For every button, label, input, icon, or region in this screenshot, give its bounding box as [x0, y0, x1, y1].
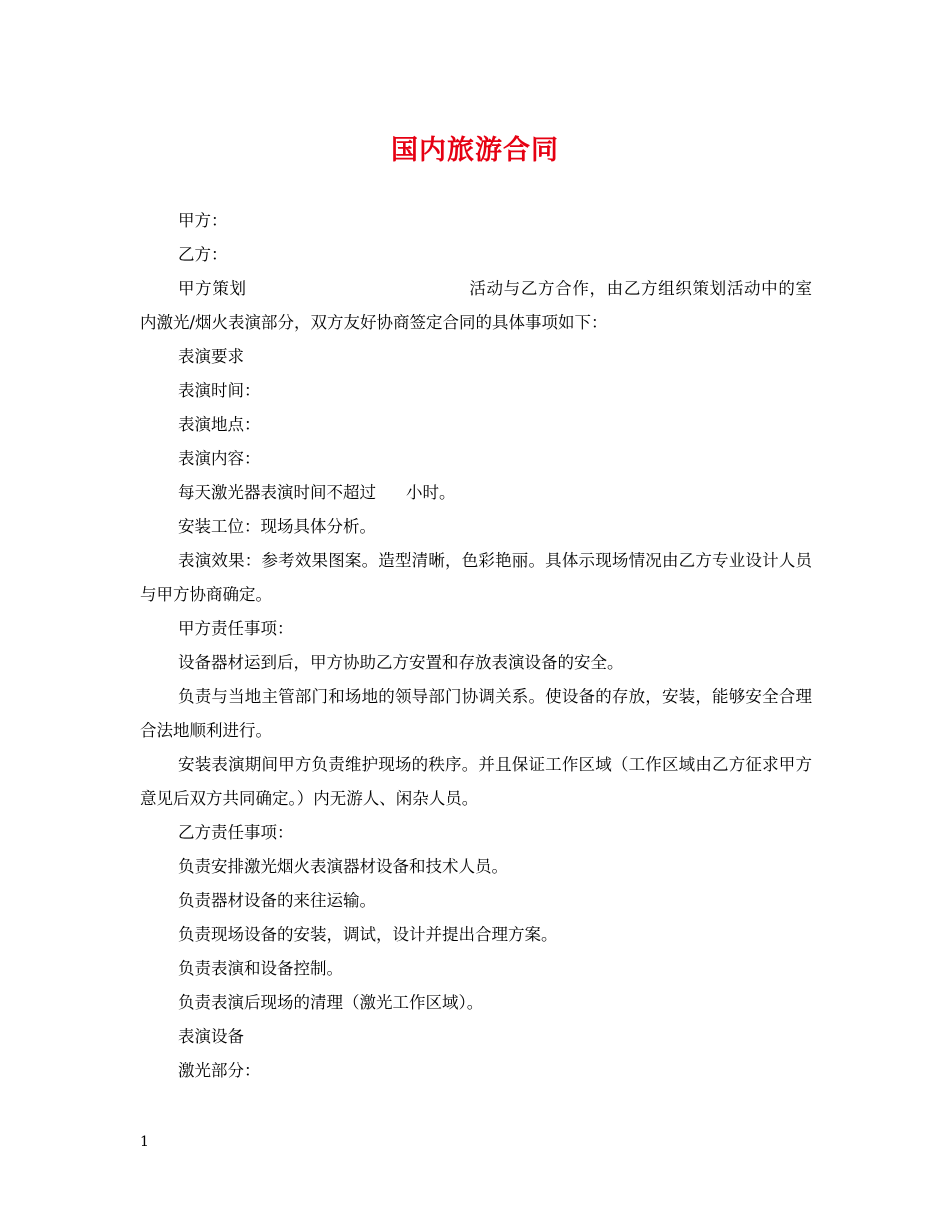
page-number: 1	[140, 1134, 149, 1150]
party-a-duty-1: 设备器材运到后，甲方协助乙方安置和存放表演设备的安全。	[178, 653, 624, 672]
party-b-duty-3: 负责现场设备的安装，调试，设计并提出合理方案。	[178, 925, 558, 944]
party-a-line: 甲方：	[178, 211, 228, 230]
performance-content: 表演内容：	[178, 449, 261, 468]
performance-time: 表演时间：	[178, 381, 261, 400]
party-b-duty-5: 负责表演后现场的清理（激光工作区域）。	[178, 993, 484, 1012]
laser-duration	[140, 476, 812, 510]
intro-paragraph	[140, 272, 812, 340]
performance-location: 表演地点：	[178, 415, 261, 434]
party-b-line: 乙方：	[178, 245, 228, 264]
party-b-duty-4: 负责表演和设备控制。	[178, 959, 343, 978]
section-performance-requirements: 表演要求	[178, 347, 244, 366]
installation-position: 安装工位：现场具体分析。	[178, 517, 376, 536]
section-party-b-duties: 乙方责任事项：	[178, 823, 294, 842]
intro-part-2: 活动与乙方合作，由乙方组织策划活动中的室内激光/烟火表演部分，双方友好协商签定合同的具体事项如下：	[140, 279, 813, 332]
party-b-duty-1: 负责安排激光烟火表演器材设备和技术人员。	[178, 857, 508, 876]
laser-section-heading: 激光部分：	[178, 1061, 261, 1080]
party-a-duty-3: 安装表演期间甲方负责维护现场的秩序。并且保证工作区域（工作区域由乙方征求甲方意见后双方共同确定。）内无游人、闲杂人员。	[140, 755, 812, 808]
party-b-duty-2: 负责器材设备的来往运输。	[178, 891, 376, 910]
section-performance-equipment: 表演设备	[178, 1027, 244, 1046]
laser-duration-part-2: 小时。	[406, 483, 456, 502]
party-a-duty-2: 负责与当地主管部门和场地的领导部门协调关系。使设备的存放，安装，能够安全合理合法地顺利进行。	[140, 687, 812, 740]
document-title: 国内旅游合同	[391, 135, 559, 166]
laser-duration-part-1: 每天激光器表演时间不超过	[178, 483, 376, 502]
intro-part-1: 甲方策划	[178, 279, 247, 298]
section-party-a-duties: 甲方责任事项：	[178, 619, 294, 638]
document-body	[140, 204, 812, 1088]
performance-effect: 表演效果：参考效果图案。造型清晰，色彩艳丽。具体示现场情况由乙方专业设计人员与甲方协商确定。	[140, 551, 812, 604]
